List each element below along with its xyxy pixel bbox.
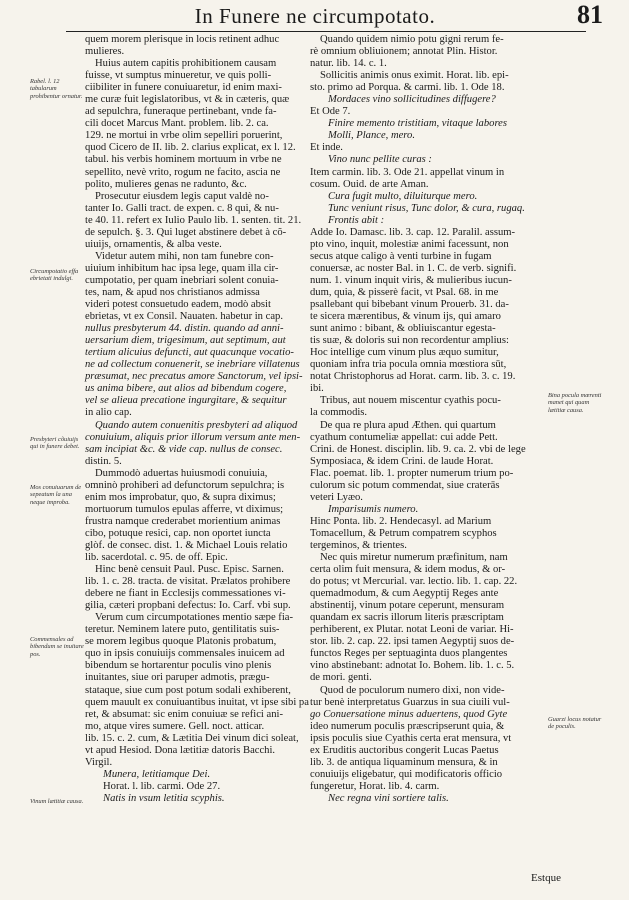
text-line: Hinc benè censuit Paul. Pusc. Episc. Sarnen.	[95, 564, 284, 576]
text-line: tergeminos, & trientes.	[310, 539, 407, 551]
text-line: Prosecutur eiusdem legis caput valdè no-	[95, 190, 269, 202]
text-line: Flac. poemat. lib. 1. propter numerum trium po-	[310, 467, 514, 479]
margin-note: Presbyteri cõuiuijs qui in funere debet.	[30, 436, 80, 451]
text-line: certa olim fuit mensura, & idem modus, & or-	[310, 564, 506, 576]
text-line: quemadmodum, & cum Aegyptij Reges ante	[310, 588, 499, 600]
text-line: fungeretur, Horat. lib. 4. carm.	[310, 780, 440, 792]
text-line: notat Christophorus ad Horat. carm. lib. 3. c. 19.	[310, 371, 516, 383]
text-line: Quando autem conuenitis presbyteri ad aliquod	[95, 419, 298, 431]
text-line: functos Reges per septuaginta duos plangentes	[310, 648, 508, 660]
text-line: cyathum contumeliæ appellat: cui adde Pett.	[310, 431, 498, 443]
text-line: secus atque caligo à venti turbine in fugam	[310, 250, 492, 262]
text-line: conuersæ, ac noster Bal. in 1. C. de verb. signifi.	[310, 262, 517, 274]
text-line: lib. sacerdotal. c. 95. de off. Epic.	[85, 552, 228, 564]
margin-note: Rabel. l. 12 tabularum prohibentur ornatur.	[30, 78, 83, 100]
text-line: fuisse, vt sumptus minueretur, ve quis polli-	[85, 70, 272, 82]
text-line: ret, & absumat: sic enim conuiuæ se refici ani-	[85, 708, 283, 720]
text-line: lib. 3. de antiqua liquaminum mensura, & in	[310, 756, 498, 768]
text-line: Verum cum circumpotationes mentio sæpe fia-	[95, 612, 293, 624]
text-line: Tomacellum, & Petrum compatrem scyphos	[310, 527, 497, 539]
text-line: pto vino, inquit, molestiæ animi facessunt, non	[310, 238, 509, 250]
text-line: de sepulch. §. 3. Qui luget abstinere debet à cõ-	[85, 226, 287, 238]
text-line: stataque, siue cum post potum sodali exhiberent,	[85, 684, 291, 696]
text-line: Item carmin. lib. 3. Ode 21. appellat vinum in	[310, 166, 505, 178]
text-line: go Conuersatione minus aduertens, quod Gyte	[310, 708, 508, 720]
text-line: teretur. Neminem latere puto, gentilitatis suis-	[85, 624, 280, 636]
text-line: gilia, cæteri propbani defectus: Io. Carf. vbi sup.	[85, 600, 291, 612]
verse-line: Vino nunc pellite curas :	[328, 154, 432, 166]
verse-line: Cura fugit multo, diluiturque mero.	[328, 190, 478, 202]
text-line: Sollicitis animis onus eximit. Horat. lib. epi-	[320, 70, 509, 82]
verse-line: Frontis abit :	[328, 214, 385, 226]
text-line: mulieres.	[85, 46, 125, 58]
text-line: Videtur autem mihi, non tam funebre con-	[95, 250, 274, 262]
text-line: quoniam infra tria pocula omnia mœstiora sūt,	[310, 359, 507, 371]
text-line: glòf. de consec. dist. 1. & Michael Louis relatio	[85, 539, 288, 551]
text-line: Virgil.	[85, 756, 113, 768]
text-line: sunt animo : bibant, & obliuiscantur egesta-	[310, 323, 496, 335]
text-line: Crini. de Honest. disciplin. lib. 9. ca. 2. vbi de lege	[310, 443, 526, 455]
text-line: Huius autem capitis prohibitionem causam	[95, 58, 277, 70]
text-line: ciibiliter in funere conuiuaretur, id enim maxi-	[85, 82, 282, 94]
text-line: natur. lib. 14. c. 1.	[310, 58, 387, 70]
text-line: ipsis poculis siue Cyathis certa erat mensura, vt	[310, 732, 512, 744]
text-line: cumpotatio, per quam inebriari solent conuia-	[85, 274, 279, 286]
text-line: us anima bibere, aut alios ad bibendum cogere,	[85, 383, 287, 395]
text-line: Adde Io. Damasc. lib. 3. cap. 12. Paralil. assum-	[310, 226, 516, 238]
text-line: ebrietas, vt ex Consil. Nauaten. habetur in cap.	[85, 311, 283, 323]
text-line: Et Ode 7.	[310, 106, 351, 118]
text-line: te 40. 11. refert ex Iulio Paulo lib. 1. senten. tit. 21.	[85, 214, 302, 226]
text-line: culorum sic potum commendat, siue craterās	[310, 479, 500, 491]
text-line: Quod de poculorum numero dixi, non vide-	[320, 684, 505, 696]
text-line: nullus presbyterum 44. distin. quando ad anni-	[85, 323, 284, 335]
verse-line: Imparisumis numero.	[328, 503, 419, 515]
text-line: sepellito, nevè vrito, rogum ne facito, ascia ne	[85, 166, 281, 178]
text-line: ibi.	[310, 383, 324, 395]
text-line: Hinc Ponta. lib. 2. Hendecasyl. ad Marium	[310, 515, 492, 527]
margin-note: Guarzi locus notatur de poculis.	[548, 716, 602, 731]
text-line: uiuijs, ornamentis, & alba veste.	[85, 238, 222, 250]
text-line: De qua re plura apud Æthen. qui quartum	[320, 419, 496, 431]
catchword: Estque	[531, 872, 561, 884]
text-line: ideo numerum poculis præscripserunt quia, &	[310, 720, 505, 732]
text-line: quem mauult ex conuiuantibus inuitat, vt ipse sibi pa	[85, 696, 309, 708]
verse-line: Natis in vsum letitia scyphis.	[103, 792, 225, 804]
text-line: tabul. his verbis hominem mortuum in vrbe ne	[85, 154, 282, 166]
text-line: Dummodò aduertas huiusmodi conuiuia,	[95, 467, 268, 479]
text-line: do potus; vt Mercurial. var. lectio. lib. 1. cap. 22.	[310, 576, 518, 588]
margin-note: Bina pocula mœrenti manet qui quam lætitiæ causa.	[548, 392, 602, 414]
text-line: omninò prohiberi ad defunctorum sepulchra; is	[85, 479, 285, 491]
text-line: mortuorum tumulos epulas afferre, vt diximus;	[85, 503, 284, 515]
text-line: tertium alicuius defuncti, aut quacunque vocatio-	[85, 347, 294, 359]
text-line: quem morem plerisque in locis retinent adhuc	[85, 34, 280, 45]
margin-note: Mos conuiuarum de sepeatum la una neque improba.	[30, 484, 82, 506]
text-line: uiuium inhibitum hac ipsa lege, quam illa cir-	[85, 262, 279, 274]
text-line: quo in ipsis conuiuijs commensales inuicem ad	[85, 648, 285, 660]
text-line: in alio cap.	[85, 407, 132, 419]
text-line: frustra namque crederabet morientium animas	[85, 515, 281, 527]
text-line: enim mos improbatur, quo, & supra diximus;	[85, 491, 276, 503]
text-line: ex Eruditis auctoribus congerit Lucas Paetus	[310, 744, 499, 756]
text-line: me curæ fuit legislatoribus, vt & in cæteris, quæ	[85, 94, 290, 106]
text-line: veteri Lyæo.	[310, 491, 363, 503]
text-line: mo, atque vires sumere. Gell. noct. atticar.	[85, 720, 265, 732]
text-line: Horat. l. lib. carmi. Ode 27.	[103, 780, 221, 792]
text-line: debere ne fiant in Ecclesijs commessationes vi-	[85, 588, 286, 600]
text-line: cili docet Marcus Mant. problem. lib. 2. ca.	[85, 118, 269, 130]
text-line: vt apud Hesiod. Dona lætitiæ datoris Bacchi.	[85, 744, 276, 756]
text-line: Quando quidem nimio potu gigni rerum fe-	[320, 34, 504, 45]
margin-note: Vinum lætitiæ causa.	[30, 798, 84, 805]
text-line: tanter Io. Galli tract. de expen. c. 8 qui, & nu-	[85, 202, 279, 214]
text-line: stor. lib. 2. cap. 22. ipsi tamen Aegyptij suos de-	[310, 636, 515, 648]
text-line: lib. 15. c. 2. cum, & Lætitia Dei vinum dici soleat,	[85, 732, 299, 744]
text-line: Hoc intellige cum vinum plus æquo sumitur,	[310, 347, 499, 359]
text-line: lib. 1. c. 28. tracta. de visitat. Prælatos prohibere	[85, 576, 291, 588]
text-line: distin. 5.	[85, 455, 122, 467]
text-line: ad sepulchra, funeraque pertinebant, vnde fa-	[85, 106, 277, 118]
text-line: 129. ne mortui in vrbe olim sepelliri poruerint,	[85, 130, 283, 142]
text-line: tis suæ, & doloris sui non recordentur amplius:	[310, 335, 509, 347]
text-line: ne ad collectum conuenerit, se inebriare villatenus	[85, 359, 300, 371]
text-line: rè omnium obliuionem; annotat Plin. Histor.	[310, 46, 498, 58]
text-line: vel se alieua precatione ingurgitare, & sequitur	[85, 395, 287, 407]
text-line: tur benè interpretatus Guarzus in sua ciuili vul-	[310, 696, 510, 708]
text-line: la commodis.	[310, 407, 368, 419]
text-line: num. 1. vinum inquit viris, & mulieribus iucun-	[310, 274, 512, 286]
text-line: cosum. Ouid. de arte Aman.	[310, 178, 429, 190]
text-line: conuiuium, aliquis prior illorum versum ante men-	[85, 431, 301, 443]
text-line: psallebant qui bibebant vinum Prouerb. 31. da-	[310, 299, 509, 311]
margin-note: Circumpotatio effa ebrietati indulgi.	[30, 268, 79, 283]
left-column	[85, 34, 311, 805]
text-line: tes, nam, & apud nos christianos admissa	[85, 286, 260, 298]
text-line: quod Cicero de II. lib. 2. clarius explicat, ex l. 12.	[85, 142, 296, 154]
text-line: vino abstinebant: adnotat Io. Bohem. lib. 1. c. 5.	[310, 660, 515, 672]
text-line: præsumat, nec precatus amore Sanctorum, vel ipsi-	[85, 371, 303, 383]
verse-line: Nec regna vini sortiere talis.	[328, 792, 449, 804]
verse-line: Munera, letitiamque Dei.	[103, 768, 211, 780]
verse-line: Tunc veniunt risus, Tunc dolor, & cura, rugaq.	[328, 202, 525, 214]
text-line: de mori. genti.	[310, 672, 372, 684]
text-line: dum, quia, & pisserè facit, vt Psal. 68. in me	[310, 286, 499, 298]
margin-note: Commensales ad bibendum se inuitare pos.	[30, 636, 84, 658]
text-line: videri potest consuetudo eadem, modò absit	[85, 299, 271, 311]
text-line: conuiuijs eligebatur, qui modificatoris officio	[310, 768, 503, 780]
text-line: te sicera mærentibus, & vinum ijs, qui amaro	[310, 311, 501, 323]
text-line: se morem legibus quoque Platonis probatum,	[85, 636, 277, 648]
text-line: uersarium diem, trigesimum, aut septimum, aut	[85, 335, 286, 347]
text-line: polito, mulieres genas ne radunto, &c.	[85, 178, 247, 190]
text-line: Symposiaca, & idem Crini. de laude Horat.	[310, 455, 494, 467]
text-line: quandam ex sacris illorum literis præscriptam	[310, 612, 504, 624]
text-line: inuitantes, siue ori paruper admotis, prægu-	[85, 672, 270, 684]
header-rule	[66, 31, 586, 32]
text-line: abstinentij, vinum potare ceperunt, mensuram	[310, 600, 505, 612]
right-column	[310, 34, 546, 805]
text-line: sto. primo ad Porqua. & carmi. lib. 1. Ode 18.	[310, 82, 505, 94]
verse-line: Mordaces vino sollicitudines diffugere?	[328, 94, 496, 106]
text-line: Et inde.	[310, 142, 343, 154]
text-line: bibendum se hortarentur poculis vino plenis	[85, 660, 272, 672]
text-line: Tribus, aut nouem miscentur cyathis pocu-	[320, 395, 501, 407]
text-line: perhiberent, ex Plutar. notat Leoni de variar. Hi-	[310, 624, 514, 636]
running-title: In Funere ne circumpotato.	[194, 4, 436, 28]
text-line: cibo, potuque resici, cap. non oportet iuncta	[85, 527, 271, 539]
verse-line: Molli, Plance, mero.	[328, 130, 415, 142]
page-number: 81	[577, 0, 603, 29]
text-line: sam incipiat &c. & vide cap. nullus de consec.	[85, 443, 283, 455]
text-line: Nec quis miretur numerum præfinitum, nam	[320, 552, 508, 564]
verse-line: Finire memento tristitiam, vitaque labores	[328, 118, 507, 130]
